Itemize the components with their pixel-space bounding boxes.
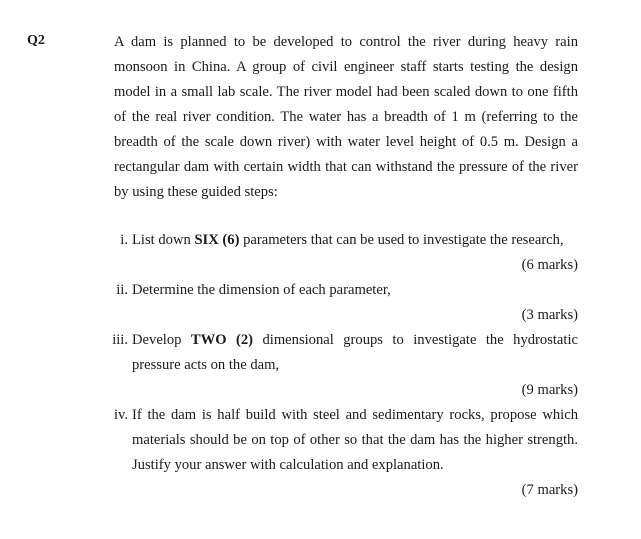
part-text: Determine the dimension of each parameter, bbox=[132, 282, 391, 298]
part-text: List down SIX (6) parameters that can be used to investigate the research, bbox=[132, 232, 564, 248]
part-marks: (9 marks) bbox=[521, 382, 578, 398]
part-marks: (6 marks) bbox=[521, 257, 578, 273]
part-ii bbox=[100, 278, 578, 303]
part-marks: (7 marks) bbox=[521, 482, 578, 498]
part-marks: (3 marks) bbox=[521, 307, 578, 323]
part-iv bbox=[100, 403, 578, 478]
part-text: Develop TWO (2) dimensional groups to investigate the hydrostatic pressure acts on the dam, bbox=[132, 332, 578, 373]
question-number: Q2 bbox=[27, 33, 45, 48]
part-iii bbox=[100, 328, 578, 378]
part-numeral: ii. bbox=[116, 282, 128, 298]
emphasis: SIX (6) bbox=[194, 232, 240, 248]
part-numeral: iii. bbox=[112, 332, 128, 348]
part-numeral: i. bbox=[120, 232, 128, 248]
question-intro: A dam is planned to be developed to control the river during heavy rain monsoon in China. A group of civil engineer staff starts testing the design model in a small lab scale. The river model had been scaled down to one fifth of the real river condition. The water has a breadth of 1 m (referring to the breadth of the scale down river) with water level height of 0.5 m. Design a rectangular dam with certain width that can withstand the pressure of the river by using these guided steps: bbox=[114, 34, 578, 200]
emphasis: TWO (2) bbox=[190, 332, 254, 348]
part-text: If the dam is half build with steel and sedimentary rocks, propose which materials should be on top of other so that the dam has the higher strength. Justify your answer with calculation and explanation. bbox=[132, 407, 578, 473]
question-parts bbox=[100, 228, 578, 503]
part-i bbox=[100, 228, 578, 253]
part-numeral: iv. bbox=[113, 407, 128, 423]
